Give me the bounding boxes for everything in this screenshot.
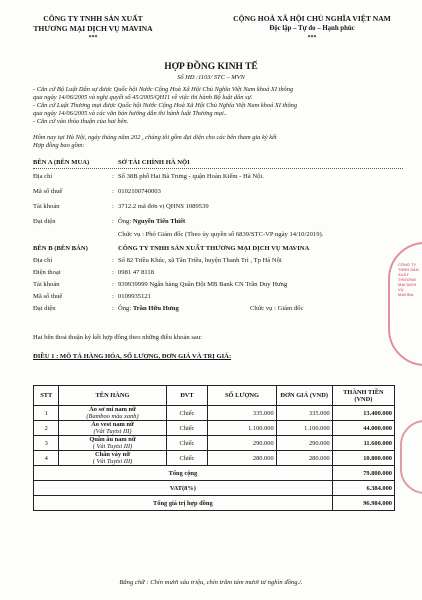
row-name [59,421,166,436]
company-header [18,14,168,42]
party-b-label-account: Tài khoản [33,281,60,288]
agreement-line: Hai bên thoả thuận ký kết hợp đồng theo những điều khoản sau: [33,334,202,341]
party-a-label-tax: Mã số thuế [33,188,63,195]
party-b-label-phone: Điện thoại [33,269,61,276]
party-a-name: SỞ TÀI CHÍNH HÀ NỘI [118,159,190,166]
contract-title: HỢP ĐỒNG KINH TẾ [164,62,258,72]
party-b-label-tax: Mã số thuế [33,293,63,300]
party-a-label-address: Địa chỉ [33,173,53,180]
item-name: Áo sơ mi nam nữ [89,406,136,413]
col-header-unit: ĐVT [166,386,208,406]
party-a-colon: : [112,188,114,195]
party-b-phone: 0981 47 8118 [118,269,155,276]
intro-line: Hợp đồng bao gồm: [33,142,85,149]
table-row [34,451,395,466]
party-a-label-account: Tài khoản [33,203,60,210]
row-unit: Chiếc [166,421,208,436]
item-name: Áo vest nam nữ [91,421,134,428]
row-price: 280.000 [276,451,332,466]
col-header-total: THÀNH TIỀN (VND) [332,386,394,406]
items-table [33,385,395,511]
row-unit: Chiếc [166,451,208,466]
party-a-divider [33,168,403,169]
legal-basis [33,86,403,126]
stamp-text: CÔNG TY TNHH SẢN XUẤT THƯƠNG MẠI DỊCH VỤ MAVINA [398,262,419,297]
row-total: 13.400.000 [332,406,394,421]
item-material: ( Vải Tuytsi III) [92,458,133,465]
item-name: Chân váy nữ [94,451,131,458]
vat-row [34,481,395,496]
party-a-address: Số 38B phố Hai Bà Trưng - quận Hoàn Kiếm - Hà Nội. [118,173,264,180]
row-stt: 4 [34,451,59,466]
row-qty: 335.000 [208,406,276,421]
party-b-tax: 0109935121 [118,293,151,300]
party-b-heading: BÊN B (BÊN BÁN) [33,245,88,252]
vat-value: 6.384.000 [332,481,394,496]
nation-stars: *** [307,35,317,41]
row-price: 1.100.000 [276,421,332,436]
table-row [34,406,395,421]
row-unit: Chiếc [166,406,208,421]
party-a-account: 3712.2 mã đơn vị QHNS 1089539 [118,203,209,210]
party-b-colon: : [112,305,114,312]
party-b-account: 939939999 Ngân hàng Quân Đội MB Bank CN Trần Duy Hưng [118,281,288,288]
row-qty: 290.000 [208,436,276,451]
party-a-colon: : [112,203,114,210]
row-total: 11.600.000 [332,436,394,451]
party-b-address: Số 82 Triều Khúc, xã Tân Triều, huyện Thanh Trì , Tp Hà Nội [118,257,282,264]
party-a-rep-prefix: Ông: [118,218,133,225]
legal-line: qua ngày 14/06/2005 và nghị quyết số 45/2005/QH11 về việc thi hành Bộ luật dân sự. [33,94,253,101]
party-b-rep [118,304,179,313]
amount-in-words: Bằng chữ : Chín mươi sáu triệu, chín trăm tám mươi tư nghìn đồng./. [119,579,303,586]
row-name [59,406,166,421]
party-b-colon: : [112,293,114,300]
row-total: 44.000.000 [332,421,394,436]
party-b-colon: : [112,257,114,264]
col-header-stt: STT [34,386,59,406]
party-b-label-address: Địa chỉ [33,257,53,264]
party-b-name: CÔNG TY TNHH SẢN XUẤT THƯƠNG MẠI DỊCH VỤ MAVINA [118,245,310,252]
intro [33,134,413,150]
party-a-heading: BÊN A (BÊN MUA) [33,159,90,166]
legal-line: - Căn cứ vào thỏa thuận của hai bên. [33,118,129,125]
item-material: (Vải Tuytsi III) [93,428,132,435]
party-b-rep-name: Trần Hữu Hưng [132,305,179,312]
row-qty: 280.000 [208,451,276,466]
intro-line: Hôm nay tại Hà Nội, ngày tháng năm 202 , chúng tôi gồm đại diện cho các bên tham gia ký kết [33,134,277,141]
legal-line: qua ngày 14/06/2005 và các văn bản hướng dẫn thi hành luật Thương mại.. [33,110,227,117]
party-b-label-rep: Đại diện [33,305,56,312]
row-stt: 2 [34,421,59,436]
row-price: 335.000 [276,406,332,421]
nation-line2: Độc lập – Tự do – Hạnh phúc [269,25,355,32]
party-b-position: Chức vụ : Giám đốc [250,305,304,312]
row-qty: 1.100.000 [208,421,276,436]
item-name: Quần âu nam nữ [89,436,136,443]
row-total: 10.800.000 [332,451,394,466]
row-name [59,436,166,451]
party-a-rep [118,217,185,226]
nation-line1: CỘNG HOÀ XÃ HỘI CHỦ NGHĨA VIỆT NAM [233,14,391,23]
article-1-heading: ĐIỀU 1 : MÔ TẢ HÀNG HÓA, SỐ LƯỢNG, ĐƠN GIÁ VÀ TRỊ GIÁ: [33,353,232,360]
party-b-colon: : [112,269,114,276]
stamp-mark [400,420,422,494]
table-row [34,436,395,451]
subtotal-value: 79.800.000 [332,466,394,481]
row-unit: Chiếc [166,436,208,451]
party-a-colon: : [112,173,114,180]
subtotal-row [34,466,395,481]
item-material: ( Vải Tuytsi III) [92,443,133,450]
legal-line: - Căn cứ Bộ Luật Dân sự được Quốc hội Nước Cộng Hoà Xã Hội Chủ Nghĩa Việt Nam khoá XI thông [33,86,294,93]
party-b-colon: : [112,281,114,288]
table-row [34,421,395,436]
row-stt: 3 [34,436,59,451]
contract-number: Số HĐ :1103/ STC – MVN [177,74,245,81]
col-header-name: TÊN HÀNG [59,386,166,406]
table-header-row [34,386,395,406]
vat-label: VAT(8%) [34,481,333,496]
company-line2: THƯƠNG MẠI DỊCH VỤ MAVINA [33,24,153,33]
legal-line: - Căn cứ Luật Thương mại được Quốc hội Nước Cộng Hoà Xã Hội Chủ Nghĩa Việt Nam khoá XI thông [33,102,298,109]
party-a-colon: : [112,218,114,225]
party-b-rep-prefix: Ông: [118,305,133,312]
row-stt: 1 [34,406,59,421]
company-stars: *** [88,35,98,41]
party-a-label-rep: Đại diện [33,218,56,225]
row-price: 290.000 [276,436,332,451]
party-a-tax: 0102100740003 [118,188,161,195]
col-header-price: ĐƠN GIÁ (VND) [276,386,332,406]
party-a-rep-name: Nguyễn Tiến Thiết [132,218,186,225]
grand-total-row [34,496,395,511]
row-name [59,451,166,466]
grand-total-label: Tổng giá trị hợp đồng [34,496,333,511]
party-a-position: Chức vụ : Phó Giám đốc (Theo ủy quyền số 6839/STC-VP ngày 14/10/2019). [118,231,324,238]
grand-total-value: 96.984.000 [332,496,394,511]
item-material: (Bamboo màu xanh) [86,413,139,420]
col-header-qty: SỐ LƯỢNG [208,386,276,406]
company-line1: CÔNG TY TNHH SẢN XUẤT [43,14,143,23]
nation-header [212,14,412,42]
subtotal-label: Tổng cộng [34,466,333,481]
